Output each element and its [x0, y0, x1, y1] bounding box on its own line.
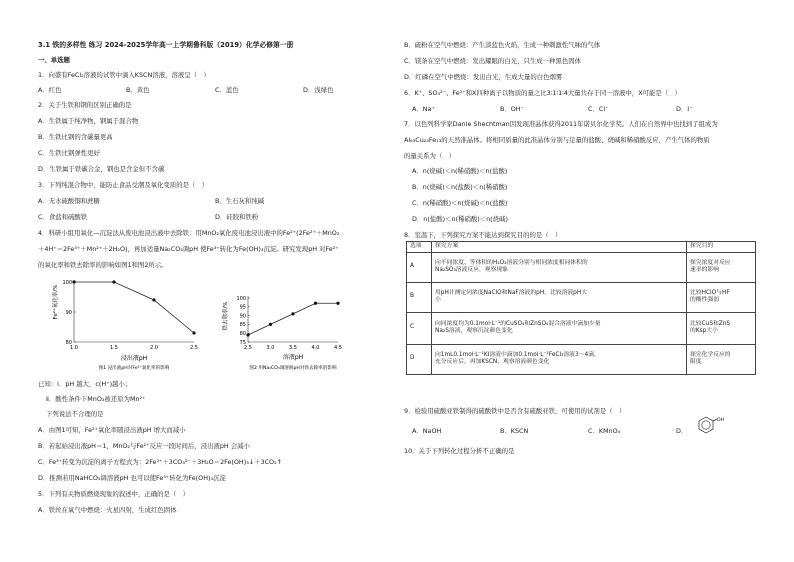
goal-line: 比较CuS和ZnS: [690, 320, 731, 327]
fig1-xlabel: 浸出液pH: [120, 355, 148, 362]
q4-line2: ＋4H⁺＝2Fe³⁺＋Mn²⁺＋2H₂O)，再加适量Na₂CO₃调pH 使Fe³⁺转化为Fe(OH)₃沉淀。研究发现pH 对Fe²⁺: [38, 245, 339, 253]
table-row: [407, 344, 756, 374]
row-option: B: [407, 282, 432, 312]
phenol-structure-icon: [691, 416, 725, 438]
goal-line: 比较HClO与HF: [690, 289, 730, 296]
fig1-data-point: [152, 298, 155, 301]
row-plan: [432, 312, 687, 344]
fig2-data-point: [291, 312, 294, 315]
row-goal: [687, 282, 756, 312]
goal-line: 探究浓度对反应: [690, 259, 731, 266]
q7-option-a: A．n(烧碱)＜n(稀硝酸)＜n(盐酸): [412, 167, 508, 175]
q4-option-d: D．推测若用NaHCO₃调溶液pH 也可以使Fe³⁺转化为Fe(OH)₃沉淀: [38, 474, 226, 482]
row-plan: [432, 252, 687, 282]
fig2-ytick-label: 75: [239, 339, 246, 346]
q6-option-c: C．Cl⁻: [588, 105, 609, 113]
fig2-ytick-label: 80: [239, 331, 246, 337]
q1-option-a: A．红色: [38, 86, 62, 94]
q6-stem: 6．K⁺、SO₄²⁻、Fe³⁺和X四种离子以物质的量之比3∶1∶1∶4大量共存于同一溶液中，X可能是（ ）: [404, 89, 681, 97]
fig1-xtick-label: 2.5: [190, 345, 198, 351]
fig2-caption: 图2 用Na₂CO₃调溶液pH对铁去除率的影响: [249, 366, 337, 371]
fig2-xtick-label: 4.0: [311, 345, 320, 351]
row-plan: [432, 344, 687, 374]
q6-option-b: B．OH⁻: [500, 105, 524, 113]
q8-table: [406, 241, 756, 375]
plan-line: Na₂S溶液，观察沉淀颜色变化: [435, 328, 513, 334]
fig2-ytick-label: 100: [236, 295, 246, 302]
fig1-ylabel: Fe²⁺氧化率/%: [53, 284, 59, 320]
fig1-caption: 图1 浸出液pH对Fe²⁺氧化率的影响: [98, 366, 170, 371]
fig2-xtick-label: 3.5: [289, 345, 297, 351]
table-header-plan: 探究方案: [432, 242, 687, 253]
fig1-data-point: [72, 280, 75, 283]
q4-line1: 4．科研小组用氧化—沉淀法从废电池浸出液中去除铁：用MnO₂氧化废电池浸出液中的Fe²⁺(2Fe²⁺＋MnO₂: [38, 229, 340, 237]
q4-option-b: B．若起始浸出液pH＝1，MnO₂与Fe²⁺反应一段时间后，浸出液pH 会减小: [38, 442, 250, 450]
fig1-xtick-label: 1.0: [70, 345, 78, 351]
fig1-ytick-label: 90: [65, 309, 72, 316]
q8-stem: 8．室温下，下列探究方案不能达到探究目的的是（ ）: [404, 231, 562, 239]
q3-option-a: A．无水硫酸铜和蔗糖: [38, 197, 100, 205]
q7-option-d: D．n(盐酸)＜n(稀硝酸)＜n(烧碱): [412, 215, 508, 223]
table-header-option: 选项: [407, 242, 432, 253]
fig2-xlabel: 溶液pH: [282, 354, 304, 361]
fig2-ylabel: 铁去除率/%: [223, 301, 229, 331]
fig2-ytick-label: 85: [239, 322, 246, 329]
q2-stem: 2．关于生铁和钢的区别正确的是: [38, 101, 132, 109]
plan-line: Na₂SO₃溶液反应，观察现象: [435, 267, 508, 273]
plan-line: 小: [435, 297, 441, 303]
goal-line: 探究化学反应的: [690, 351, 731, 358]
page-title: 3.1 铁的多样性 练习 2024-2025学年高一上学期鲁科版（2019）化学必修第一册: [38, 41, 294, 49]
plan-line: 向不同浓度、等体积的H₂O₂溶液分别与相同浓度相同体积的: [435, 259, 588, 266]
q1-stem: 1．向盛有FeCl₂溶液的试管中滴入KSCN溶液，溶液呈（ ）: [38, 71, 210, 79]
table-row: [407, 312, 756, 344]
q4-option-c: C．Fe³⁺转变为沉淀的离子方程式为：2Fe³⁺＋3CO₃²⁻＋3H₂O＝2Fe(OH)₃↓＋3CO₂↑: [38, 458, 282, 466]
fig1-data-point: [112, 280, 115, 283]
fig1-ytick-label: 100: [62, 279, 72, 286]
fig2-xtick-label: 2.5: [244, 345, 252, 351]
figure-1-chart: [46, 272, 201, 372]
q5-option-d: D．红磷在空气中燃烧：发出白光，生成大量的白色烟雾: [404, 73, 563, 81]
fig2-xtick-label: 4.5: [334, 345, 342, 351]
plan-line: 向同浓度均为0.1mol·L⁻¹的CuSO₄和ZnSO₄混合溶液中滴加少量: [435, 320, 601, 327]
row-plan: [432, 282, 687, 312]
row-option: A: [407, 252, 432, 282]
fig2-data-point: [269, 323, 272, 326]
q7-line2: Al₆₃Cu₂₄Fe₁₃的天然准晶体。将相同质量的此准晶体分别与足量的盐酸、烧碱和稀硝酸反应，产生气体的物质: [404, 136, 710, 144]
table-row: [407, 282, 756, 312]
q7-option-b: B．n(烧碱)＜n(盐酸)＜n(稀硝酸): [412, 183, 508, 191]
fig1-xtick-label: 2.0: [150, 345, 158, 351]
q2-option-a: A．生铁属于纯净物，钢属于混合物: [38, 117, 139, 125]
q3-option-b: B．生石灰和纯碱: [215, 197, 265, 205]
q4-line3: 的氧化率和铁去除率的影响如图1和图2所示。: [38, 261, 168, 269]
goal-line: 的Ksp大小: [690, 328, 718, 334]
q9-stem: 9．检验用硫酸亚铁制得的硫酸铁中是否含有硫酸亚铁，可使用的试剂是（ ）: [404, 407, 626, 415]
q1-option-d: D．浅绿色: [303, 86, 334, 94]
row-option: C: [407, 312, 432, 344]
fig2-series-line: [248, 303, 338, 335]
figure-2-chart: [218, 290, 368, 374]
q1-option-c: C．蓝色: [215, 86, 239, 94]
q2-option-b: B．生铁比钢的含碳量更高: [38, 133, 113, 141]
q7-line3: 的量关系为（ ）: [404, 152, 456, 160]
phenol-oh-label: OH: [717, 418, 725, 423]
fig2-data-point: [314, 302, 317, 305]
q4-known-2: ⅱ．酸性条件下MnO₂被还原为Mn²⁺: [46, 395, 146, 403]
goal-line: 速率的影响: [690, 267, 719, 273]
fig2-ytick-label: 95: [239, 304, 246, 311]
goal-line: 限度: [690, 359, 702, 365]
q5-option-c: C．镁条在空气中燃烧：发出耀眼的白光，只生成一种黑色固体: [404, 57, 582, 65]
section-heading: 一、单选题: [38, 56, 70, 64]
fig1-xtick-label: 1.5: [110, 345, 118, 351]
q4-ask: 下列说法不合理的是: [46, 410, 104, 418]
q6-option-a: A．Na⁺: [412, 105, 435, 113]
q5-stem: 5．下列有关物质燃烧现象的叙述中，正确的是（ ）: [38, 490, 190, 498]
plan-line: 用pH计测定同浓度NaClO和NaF溶液的pH，比较溶液pH大: [435, 289, 587, 296]
table-row: [407, 252, 756, 282]
q5-option-b: B．硫粉在空气中燃烧：产生淡蓝色火焰，生成一种刺激性气味的气体: [404, 41, 601, 49]
q4-option-a: A．由图1可知，Fe²⁺氧化率随浸出液pH 增大而减小: [38, 426, 186, 434]
fig1-series-line: [74, 282, 194, 333]
fig1-data-point: [192, 331, 195, 334]
table-header-row: [407, 242, 756, 253]
q2-option-d: D．生铁属于铁碳合金，钢也是含金但不含碳: [38, 165, 165, 173]
q3-stem: 3．下列纯混合物中，能防止食品受潮及氧化变质的是（ ）: [38, 181, 209, 189]
fig2-data-point: [336, 302, 339, 305]
fig2-ytick-label: 90: [239, 313, 246, 320]
goal-line: 的酸性强弱: [690, 297, 719, 303]
q5-option-a: A．铁丝在氧气中燃烧：火星四射，生成红色固体: [38, 506, 177, 514]
q7-line1: 7．以色列科学家Danie Shechtman因发现准晶体获得2011年诺贝尔化学奖。人们在自然界中也找到了组成为: [404, 120, 718, 128]
row-option: D: [407, 344, 432, 374]
fig2-xtick-label: 3.0: [266, 345, 275, 351]
plan-line: 充分反应后，再加KSCN，观察溶液颜色变化: [435, 359, 550, 365]
q7-option-c: C．n(稀硝酸)＜n(烧碱)＜n(盐酸): [412, 199, 508, 207]
table-header-goal: 探究目的: [687, 242, 756, 253]
q9-option-d: D．: [676, 427, 688, 435]
q3-option-c: C．食盐和硫酸铁: [38, 213, 88, 221]
q1-option-b: B．黄色: [126, 86, 150, 94]
fig2-data-point: [246, 333, 249, 336]
q9-option-a: A．NaOH: [412, 427, 442, 435]
q9-option-b: B．KSCN: [500, 427, 529, 435]
row-goal: [687, 344, 756, 374]
plan-line: 向1mL0.1mol·L⁻¹KI溶液中滴加0.1mol·L⁻¹FeCl₃溶液3～4滴，: [435, 351, 600, 358]
q2-option-c: C．生铁比钢弹性更好: [38, 149, 100, 157]
fig1-ytick-label: 80: [65, 339, 72, 346]
q6-option-d: D．I⁻: [676, 105, 693, 113]
q9-option-c: C．KMnO₄: [588, 427, 621, 435]
q3-option-d: D．硅胶和铁粉: [215, 213, 259, 221]
row-goal: [687, 312, 756, 344]
q4-known-1: 已知：i．pH 越大，c(H⁺)越小；: [38, 380, 132, 388]
q10-stem: 10．关于下列转化过程分析不正确的是: [404, 447, 515, 455]
row-goal: [687, 252, 756, 282]
